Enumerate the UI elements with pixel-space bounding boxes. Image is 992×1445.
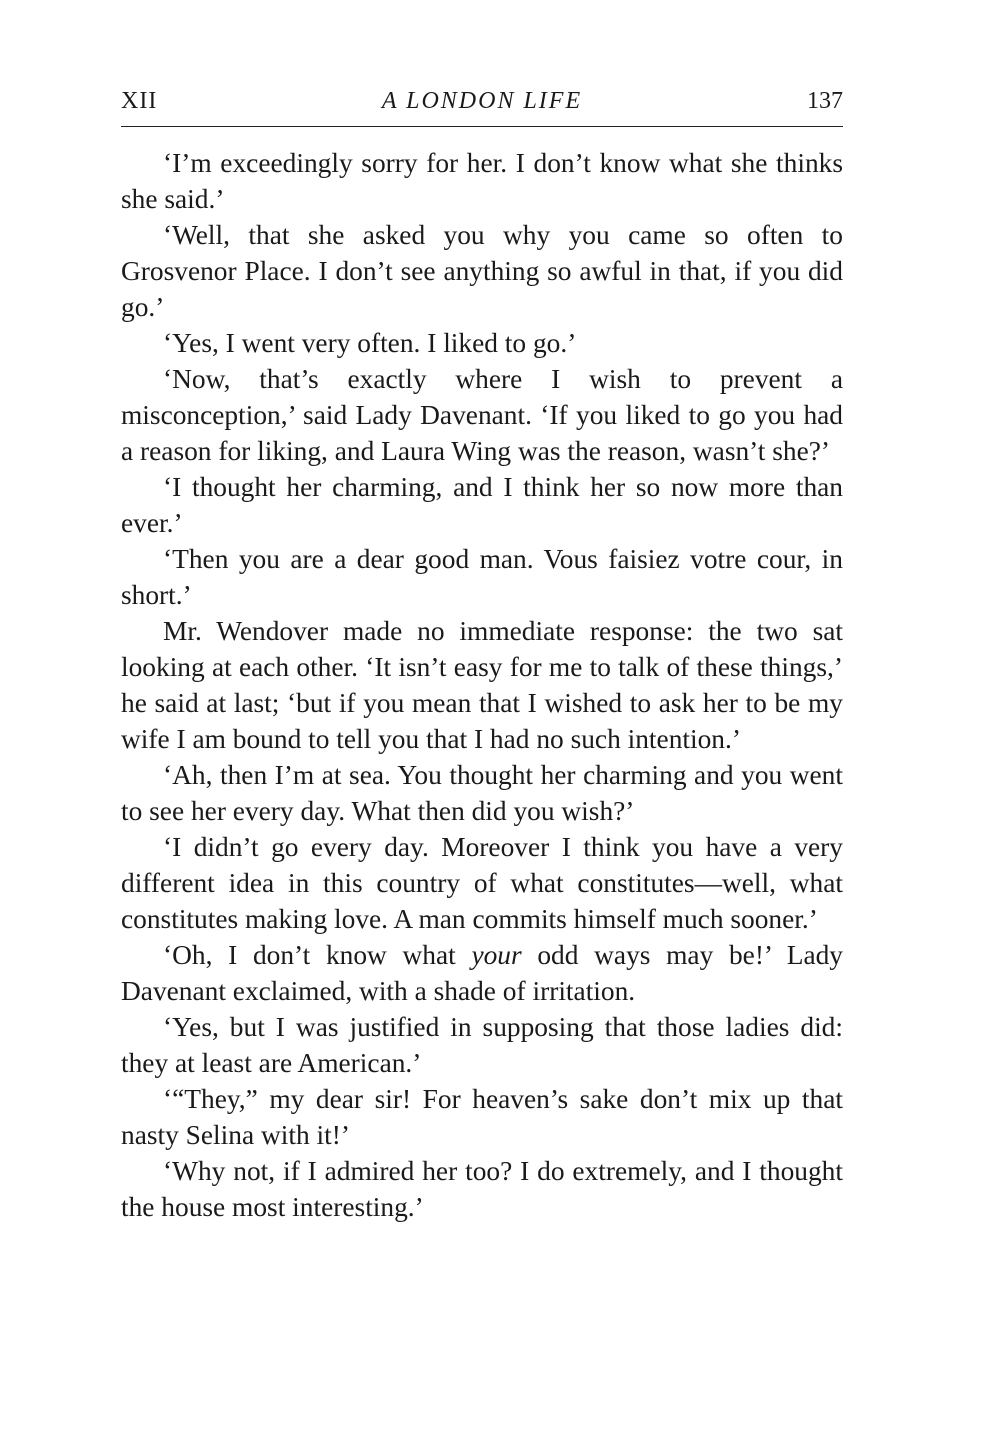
chapter-number: XII [121,88,158,114]
paragraph: ‘Now, that’s exactly where I wish to prevent a misconception,’ said Lady Davenant. ‘If you liked to go you had a reason for liking, and Laura Wing was the reason, wasn’t she?’ [121,364,843,466]
paragraph: ‘“They,” my dear sir! For heaven’s sake don’t mix up that nasty Selina with it!’ [121,1084,843,1150]
paragraph: ‘Why not, if I admired her too? I do extremely, and I thought the house most interesting.’ [121,1156,843,1222]
paragraph: ‘Then you are a dear good man. Vous faisiez votre cour, in short.’ [121,544,843,610]
paragraph: ‘Yes, I went very often. I liked to go.’ [163,328,577,358]
body-text [121,145,843,1225]
paragraph: ‘I didn’t go every day. Moreover I think you have a very different idea in this country of what constitutes—well, what constitutes making love. A man commits himself much sooner.’ [121,832,843,934]
book-page [121,84,843,1225]
paragraph: Mr. Wendover made no immediate response: the two sat looking at each other. ‘It isn’t easy for me to talk of these things,’ he said at last; ‘but if you mean that I wished to ask her to be my wife I am bound to tell you that I had no such intention.’ [121,616,843,754]
paragraph: ‘I’m exceedingly sorry for her. I don’t know what she thinks she said.’ [121,148,843,214]
paragraph: ‘Well, that she asked you why you came so often to Grosvenor Place. I don’t see anything so awful in that, if you did go.’ [121,220,843,322]
paragraph: ‘Yes, but I was justified in supposing that those ladies did: they at least are American.’ [121,1012,843,1078]
paragraph: ‘I thought her charming, and I think her so now more than ever.’ [121,472,843,538]
running-title: A LONDON LIFE [381,88,583,114]
emphasized-word: your [471,940,522,970]
paragraph-text: ‘Oh, I don’t know what [163,940,472,970]
paragraph [121,937,843,1009]
paragraph: ‘Ah, then I’m at sea. You thought her charming and you went to see her every day. What then did you wish?’ [121,760,843,826]
paragraph-text: odd ways may be!’ Lady Davenant exclaimed, with a shade of irritation. [121,940,843,1006]
running-head [121,84,843,127]
page-number: 137 [807,88,843,114]
